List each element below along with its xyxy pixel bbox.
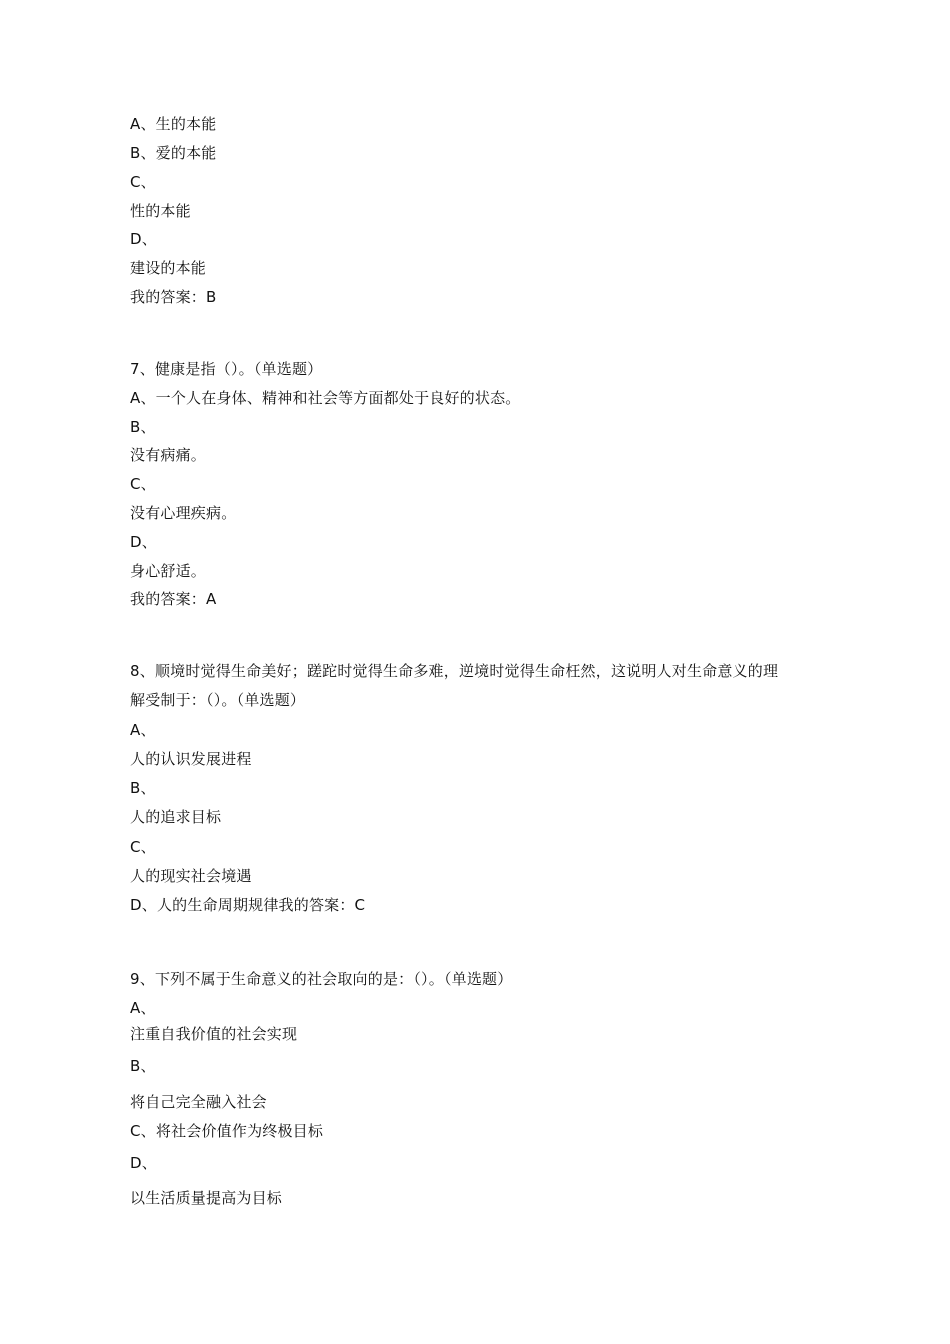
question-9-option-a-text: 注重自我价值的社会实现	[130, 1025, 298, 1043]
question-8-option-a-label: A、	[130, 721, 156, 739]
question-8-option-a-text: 人的认识发展进程	[130, 750, 252, 768]
question-7-option-c-text: 没有心理疾病。	[130, 504, 237, 522]
question-9-option-d-label: D、	[130, 1154, 157, 1172]
question-9-option-d-text: 以生活质量提高为目标	[130, 1189, 283, 1207]
option-c-label: C、	[130, 173, 156, 191]
question-8-option-d-and-answer: D、人的生命周期规律我的答案：C	[130, 896, 366, 914]
option-a: A、生的本能	[130, 115, 217, 133]
question-7-option-b-text: 没有病痛。	[130, 446, 207, 464]
question-9-option-a-label: A、	[130, 999, 156, 1017]
question-8-option-c-text: 人的现实社会境遇	[130, 867, 252, 885]
question-8-option-b-label: B、	[130, 779, 156, 797]
question-7-option-b-label: B、	[130, 418, 156, 436]
option-c-text: 性的本能	[130, 202, 191, 220]
question-9-option-c: C、将社会价值作为终极目标	[130, 1122, 324, 1140]
question-7-option-d-label: D、	[130, 533, 157, 551]
question-7-option-a: A、一个人在身体、精神和社会等方面都处于良好的状态。	[130, 389, 521, 407]
my-answer: 我的答案：B	[130, 288, 217, 306]
question-7-option-d-text: 身心舒适。	[130, 562, 207, 580]
question-8-text-line2: 解受制于：（）。（单选题）	[130, 691, 306, 709]
question-7-option-c-label: C、	[130, 475, 156, 493]
question-9-option-b-label: B、	[130, 1057, 156, 1075]
option-b: B、爱的本能	[130, 144, 217, 162]
question-8-option-c-label: C、	[130, 838, 156, 856]
option-d-text: 建设的本能	[130, 259, 207, 277]
question-7-answer: 我的答案：A	[130, 590, 217, 608]
option-d-label: D、	[130, 230, 157, 248]
question-9-text: 9、下列不属于生命意义的社会取向的是：（）。（单选题）	[130, 970, 513, 988]
question-9-option-b-text: 将自己完全融入社会	[130, 1093, 267, 1111]
question-8-text-line1: 8、顺境时觉得生命美好；蹉跎时觉得生命多难，逆境时觉得生命枉然，这说明人对生命意义的理	[130, 662, 779, 680]
question-8-option-b-text: 人的追求目标	[130, 808, 222, 826]
question-7-text: 7、健康是指（）。（单选题）	[130, 360, 323, 378]
